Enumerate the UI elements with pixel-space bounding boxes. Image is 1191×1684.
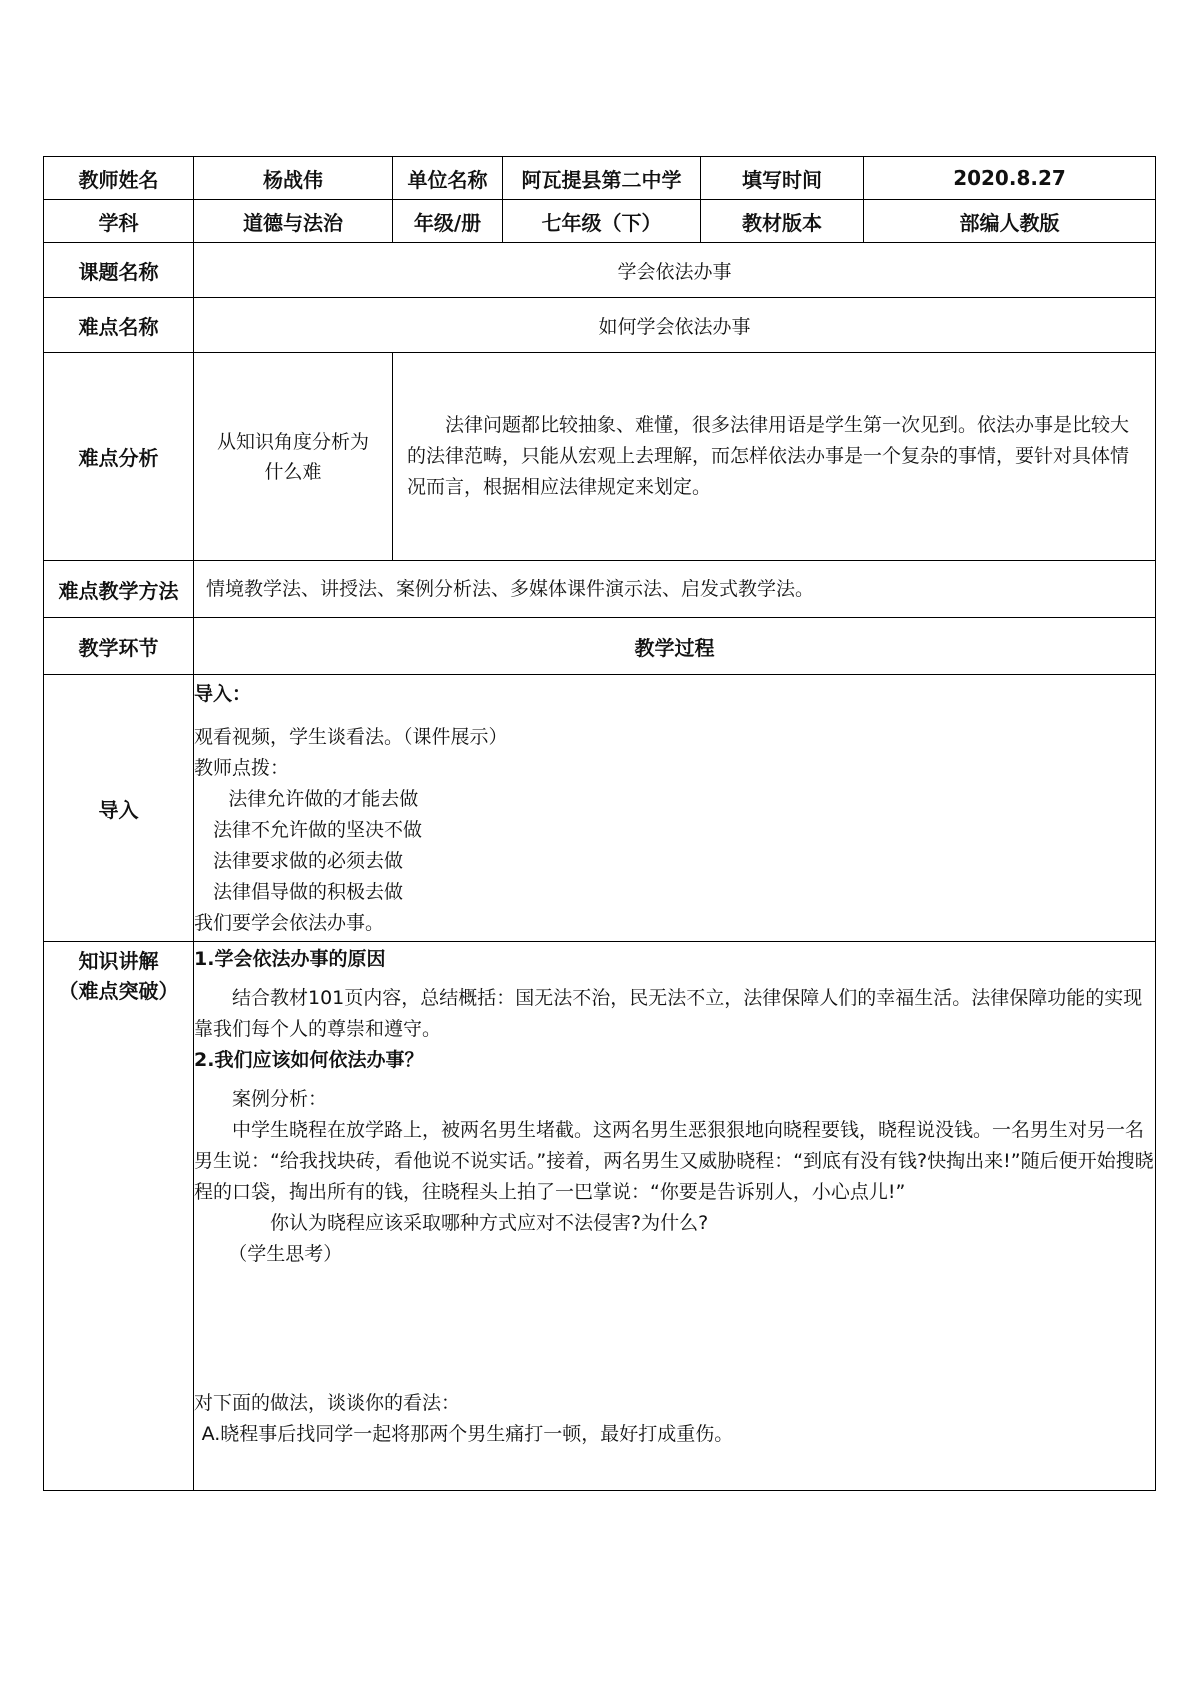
- date-value: 2020.8.27: [864, 157, 1156, 200]
- knowledge-paragraph-1: 结合教材101页内容，总结概括：国无法不治，民无法不立，法律保障人们的幸福生活。法律保障功能的实现靠我们每个人的尊崇和遵守。: [194, 987, 1143, 1040]
- header-row-2: [44, 200, 1156, 243]
- intro-line-1: 观看视频，学生谈看法。（课件展示）: [194, 726, 508, 748]
- intro-line-2: 教师点拨：: [194, 757, 290, 779]
- knowledge-heading-2: 2.我们应该如何依法办事？: [194, 1049, 424, 1071]
- stage-row: [44, 618, 1156, 675]
- edition-label: 教材版本: [701, 200, 864, 243]
- intro-line-6: 法律倡导做的积极去做: [213, 881, 404, 903]
- subject-label: 学科: [44, 200, 194, 243]
- topic-value: 学会依法办事: [194, 243, 1156, 298]
- subject-value: 道德与法治: [194, 200, 393, 243]
- stage-value: 教学过程: [194, 618, 1156, 675]
- teacher-label: 教师姓名: [44, 157, 194, 200]
- lesson-plan-table: [43, 156, 1156, 1491]
- difficulty-row: [44, 298, 1156, 353]
- student-think: （学生思考）: [228, 1243, 343, 1265]
- date-label: 填写时间: [701, 157, 864, 200]
- intro-line-7: 我们要学会依法办事。: [194, 912, 385, 934]
- analysis-angle: 从知识角度分析为什么难: [194, 353, 393, 561]
- intro-heading: 导入：: [194, 683, 252, 705]
- intro-line-5: 法律要求做的必须去做: [213, 850, 404, 872]
- case-text: 中学生晓程在放学路上，被两名男生堵截。这两名男生恶狠狠地向晓程要钱，晓程说没钱。一名男生对另一名男生说：“给我找块砖，看他说不说实话。”接着，两名男生又威胁晓程：“到底有没有钱?快掏出来!”随后便开始搜晓程的口袋，掏出所有的钱，往晓程头上拍了一巴掌说：“你要是告诉别人，小心点儿!”: [194, 1119, 1154, 1203]
- analysis-row: [44, 353, 1156, 561]
- knowledge-row: [44, 942, 1156, 1491]
- intro-line-4: 法律不允许做的坚决不做: [213, 819, 423, 841]
- intro-label: 导入: [44, 675, 194, 942]
- intro-line-3: 法律允许做的才能去做: [228, 788, 419, 810]
- difficulty-label: 难点名称: [44, 298, 194, 353]
- case-question: 你认为晓程应该采取哪种方式应对不法侵害?为什么?: [270, 1212, 709, 1234]
- analysis-label: 难点分析: [44, 353, 194, 561]
- knowledge-content: [194, 942, 1156, 1491]
- method-label: 难点教学方法: [44, 561, 194, 618]
- analysis-text: 法律问题都比较抽象、难懂，很多法律用语是学生第一次见到。依法办事是比较大的法律范畴，只能从宏观上去理解，而怎样依法办事是一个复杂的事情，要针对具体情况而言，根据相应法律规定来划定。: [407, 414, 1130, 498]
- lesson-plan-sheet: [43, 156, 1155, 1491]
- option-a: A.晓程事后找同学一起将那两个男生痛打一顿，最好打成重伤。: [201, 1423, 734, 1445]
- difficulty-value: 如何学会依法办事: [194, 298, 1156, 353]
- header-row-1: [44, 157, 1156, 200]
- teacher-value: 杨战伟: [194, 157, 393, 200]
- topic-row: [44, 243, 1156, 298]
- topic-label: 课题名称: [44, 243, 194, 298]
- knowledge-heading-1: 1.学会依法办事的原因: [194, 948, 386, 970]
- intro-content: [194, 675, 1156, 942]
- unit-value: 阿瓦提县第二中学: [503, 157, 701, 200]
- intro-row: [44, 675, 1156, 942]
- blank-space: [194, 1270, 1155, 1388]
- unit-label: 单位名称: [393, 157, 503, 200]
- method-value: 情境教学法、讲授法、案例分析法、多媒体课件演示法、启发式教学法。: [194, 561, 1156, 618]
- grade-value: 七年级（下）: [503, 200, 701, 243]
- knowledge-label-line-2: （难点突破）: [58, 979, 179, 1003]
- edition-value: 部编人教版: [864, 200, 1156, 243]
- knowledge-label: [44, 942, 194, 1491]
- opinion-prompt: 对下面的做法，谈谈你的看法：: [194, 1392, 461, 1414]
- case-label: 案例分析：: [232, 1088, 328, 1110]
- method-row: [44, 561, 1156, 618]
- stage-label: 教学环节: [44, 618, 194, 675]
- knowledge-label-line-1: 知识讲解: [78, 949, 159, 973]
- grade-label: 年级/册: [393, 200, 503, 243]
- analysis-text-cell: [393, 353, 1156, 561]
